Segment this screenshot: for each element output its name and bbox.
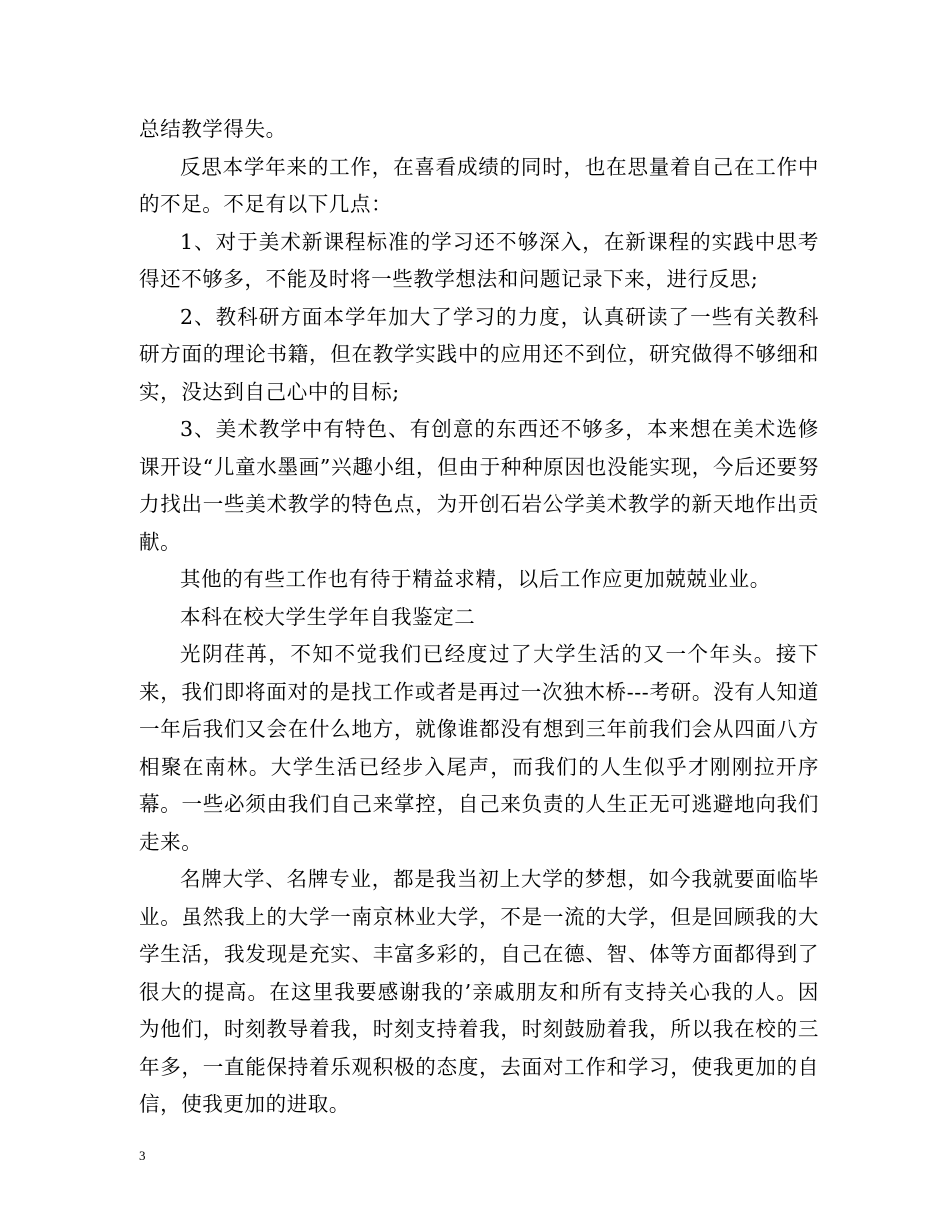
paragraph-point-1: 1、对于美术新课程标准的学习还不够深入，在新课程的实践中思考得还不够多，不能及时将一些教学想法和问题记录下来，进行反思; <box>139 229 819 291</box>
paragraph-point-3: 3、美术教学中有特色、有创意的东西还不够多，本来想在美术选修课开设“儿童水墨画”兴趣小组，但由于种种原因也没能实现，今后还要努力找出一些美术教学的特色点，为开创石岩公学美术教学的新天地作出贡献。 <box>139 417 819 554</box>
paragraph-time-passes: 光阴荏苒，不知不觉我们已经度过了大学生活的又一个年头。接下来，我们即将面对的是找工作或者是再过一次独木桥---考研。没有人知道一年后我们又会在什么地方，就像谁都没有想到三年前我们会从四面八方相聚在南林。大学生活已经步入尾声，而我们的人生似乎才刚刚拉开序幕。一些必须由我们自己来掌控，自己来负责的人生正无可逃避地向我们走来。 <box>139 642 819 854</box>
paragraph-other-work: 其他的有些工作也有待于精益求精，以后工作应更加兢兢业业。 <box>180 567 771 591</box>
section-heading: 本科在校大学生学年自我鉴定二 <box>180 604 476 629</box>
page-number: 3 <box>139 1148 146 1163</box>
paragraph-reflection-intro: 反思本学年来的工作，在喜看成绩的同时，也在思量着自己在工作中的不足。不足有以下几点： <box>139 154 819 216</box>
document-body <box>139 111 819 1124</box>
paragraph-continuation: 总结教学得失。 <box>139 117 287 141</box>
paragraph-point-2: 2、教科研方面本学年加大了学习的力度，认真研读了一些有关教科研方面的理论书籍，但在教学实践中的应用还不到位，研究做得不够细和实，没达到自己心中的目标; <box>139 304 819 404</box>
paragraph-university-life: 名牌大学、名牌专业，都是我当初上大学的梦想，如今我就要面临毕业。虽然我上的大学一南京林业大学，不是一流的大学，但是回顾我的大学生活，我发现是充实、丰富多彩的，自己在德、智、体等方面都得到了很大的提高。在这里我要感谢我的’亲戚朋友和所有支持关心我的人。因为他们，时刻教导着我，时刻支持着我，时刻鼓励着我，所以我在校的三年多，一直能保持着乐观积极的态度，去面对工作和学习，使我更加的自信，使我更加的进取。 <box>139 867 819 1116</box>
